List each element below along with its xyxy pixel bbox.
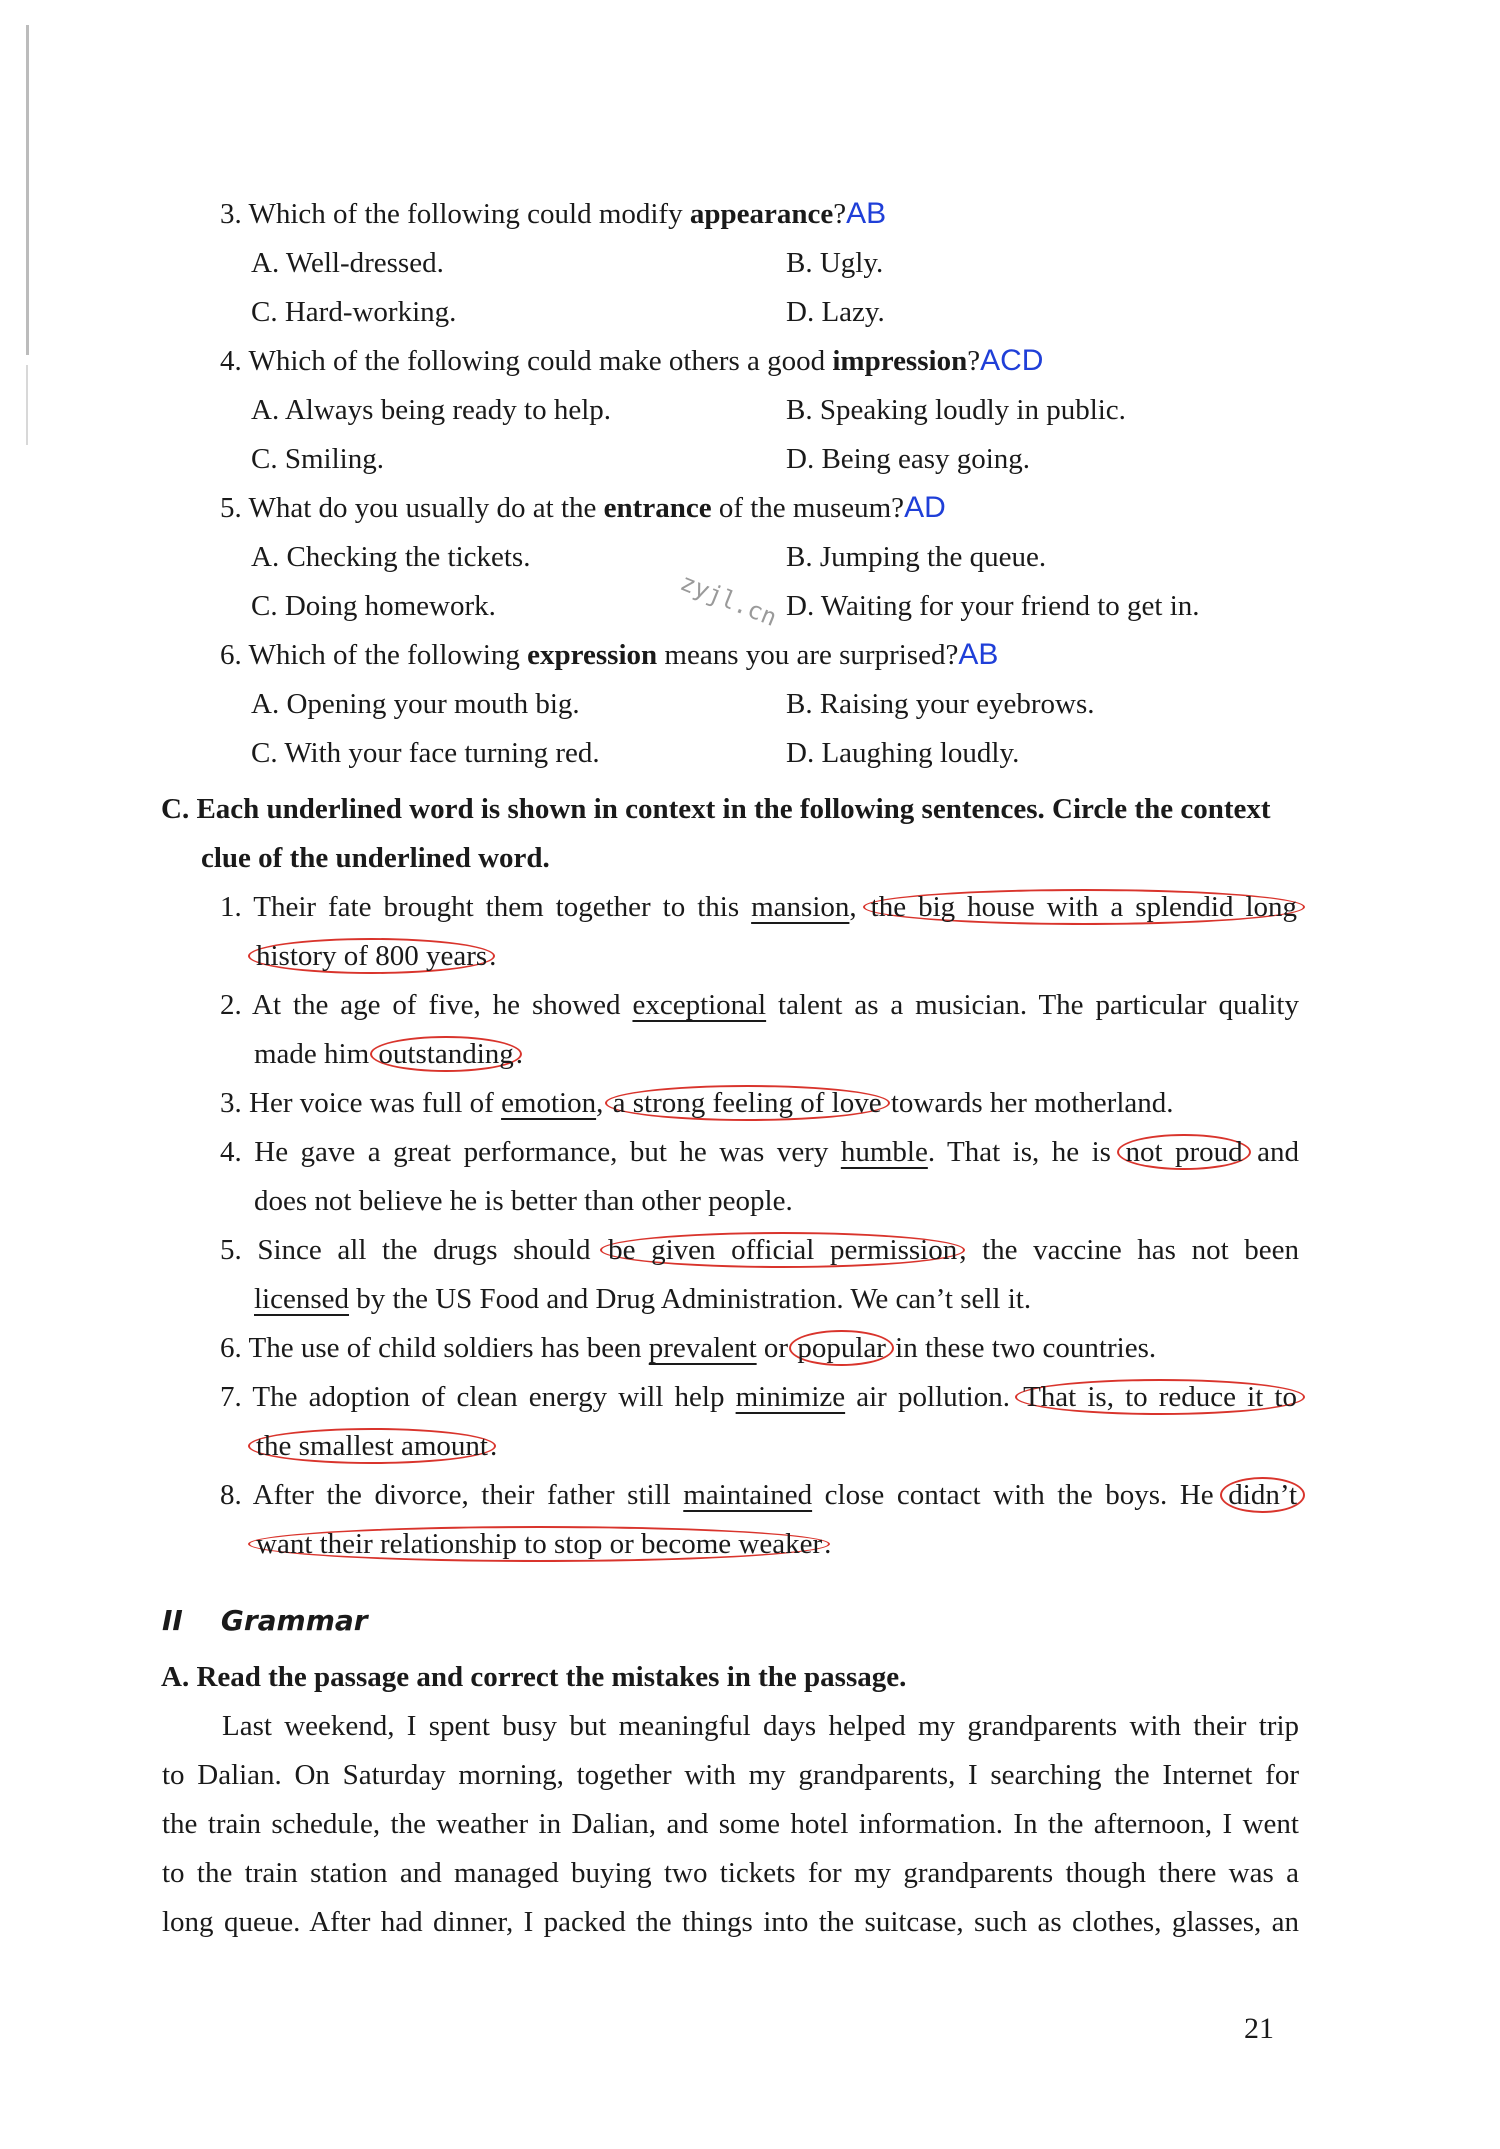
circled-clue: didn’t: [1220, 1477, 1305, 1513]
circled-clue: the smallest amount: [248, 1428, 496, 1464]
grammar-heading: A. Read the passage and correct the mistakes in the passage.: [161, 1661, 907, 1693]
question-6: 6. Which of the following expression means you are surprised?AB: [220, 638, 999, 671]
underlined-word: maintained: [683, 1479, 813, 1511]
c-item-7: 7. The adoption of clean energy will help minimize air pollution. That is, to reduce it to: [220, 1379, 1299, 1415]
option: B. Speaking loudly in public.: [786, 394, 1126, 426]
circled-clue: not proud: [1117, 1134, 1250, 1170]
option: A. Checking the tickets.: [251, 541, 531, 573]
option: A. Opening your mouth big.: [251, 688, 580, 720]
option: C. Doing homework.: [251, 590, 496, 622]
c-item-4-cont: does not believe he is better than other people.: [254, 1185, 793, 1217]
passage-line: long queue. After had dinner, I packed the things into the suitcase, such as clothes, glasses, an: [162, 1906, 1299, 1938]
option: D. Lazy.: [786, 296, 885, 328]
underlined-word: licensed: [254, 1283, 350, 1315]
option: B. Raising your eyebrows.: [786, 688, 1095, 720]
circled-clue: history of 800 years: [248, 938, 495, 974]
passage-line: the train schedule, the weather in Dalian, and some hotel information. In the afternoon, I went: [162, 1808, 1299, 1840]
passage-line: to the train station and managed buying two tickets for my grandparents though there was a: [162, 1857, 1299, 1889]
answer-q6: AB: [958, 638, 999, 671]
underlined-word: prevalent: [648, 1332, 757, 1364]
underlined-word: minimize: [735, 1381, 846, 1413]
circled-clue: want their relationship to stop or become weaker: [248, 1526, 830, 1562]
c-item-8-cont: want their relationship to stop or become weaker.: [254, 1526, 831, 1562]
binding-edge-lower: [26, 365, 28, 445]
c-item-2: 2. At the age of five, he showed exceptional talent as a musician. The particular quality: [220, 989, 1299, 1021]
binding-edge: [26, 25, 29, 355]
circled-clue: be given official permission: [600, 1232, 965, 1268]
page-number: 21: [1244, 2012, 1274, 2045]
c-item-4: 4. He gave a great performance, but he was very humble. That is, he is not proud and: [220, 1136, 1299, 1168]
circled-clue: a strong feeling of love: [605, 1085, 890, 1121]
option: C. With your face turning red.: [251, 737, 600, 769]
section-c-heading-cont: clue of the underlined word.: [201, 842, 550, 874]
option: D. Laughing loudly.: [786, 737, 1020, 769]
section-c-heading: C. Each underlined word is shown in context in the following sentences. Circle the context: [161, 793, 1271, 825]
underlined-word: emotion: [501, 1087, 597, 1119]
option: A. Well-dressed.: [251, 247, 444, 279]
option: A. Always being ready to help.: [251, 394, 612, 426]
circled-clue: popular: [789, 1330, 894, 1366]
c-item-1: 1. Their fate brought them together to this mansion, the big house with a splendid long: [220, 889, 1299, 925]
c-item-7-cont: the smallest amount.: [254, 1428, 497, 1464]
question-5: 5. What do you usually do at the entrance of the museum?AD: [220, 491, 946, 524]
option: C. Smiling.: [251, 443, 384, 475]
option: C. Hard-working.: [251, 296, 457, 328]
c-item-3: 3. Her voice was full of emotion, a strong feeling of love towards her motherland.: [220, 1087, 1174, 1119]
answer-q5: AD: [904, 491, 946, 524]
grammar-section-title: II Grammar: [162, 1604, 368, 1637]
option: D. Waiting for your friend to get in.: [786, 590, 1200, 622]
option: D. Being easy going.: [786, 443, 1031, 475]
passage-line: to Dalian. On Saturday morning, together with my grandparents, I searching the Internet for: [162, 1759, 1299, 1791]
answer-q4: ACD: [980, 344, 1044, 377]
c-item-8: 8. After the divorce, their father still maintained close contact with the boys. He didn’t: [220, 1477, 1299, 1513]
watermark: zyjl.cn: [676, 568, 781, 632]
circled-clue: That is, to reduce it to: [1015, 1379, 1305, 1415]
c-item-5: 5. Since all the drugs should be given official permission, the vaccine has not been: [220, 1234, 1299, 1266]
c-item-1-cont: history of 800 years.: [254, 938, 496, 974]
option: B. Ugly.: [786, 247, 884, 279]
passage-line: Last weekend, I spent busy but meaningful days helped my grandparents with their trip: [222, 1710, 1299, 1742]
c-item-5-cont: licensed by the US Food and Drug Administration. We can’t sell it.: [254, 1283, 1032, 1315]
circled-clue: outstanding: [370, 1036, 521, 1072]
answer-q3: AB: [846, 197, 887, 230]
option: B. Jumping the queue.: [786, 541, 1047, 573]
c-item-6: 6. The use of child soldiers has been prevalent or popular in these two countries.: [220, 1332, 1157, 1364]
question-4: 4. Which of the following could make others a good impression?ACD: [220, 344, 1044, 377]
c-item-2-cont: made him outstanding.: [254, 1038, 524, 1070]
underlined-word: humble: [840, 1136, 928, 1168]
underlined-word: mansion: [751, 891, 850, 923]
circled-clue: the big house with a splendid long: [863, 889, 1305, 925]
underlined-word: exceptional: [632, 989, 767, 1021]
question-3: 3. Which of the following could modify appearance?AB: [220, 197, 887, 230]
